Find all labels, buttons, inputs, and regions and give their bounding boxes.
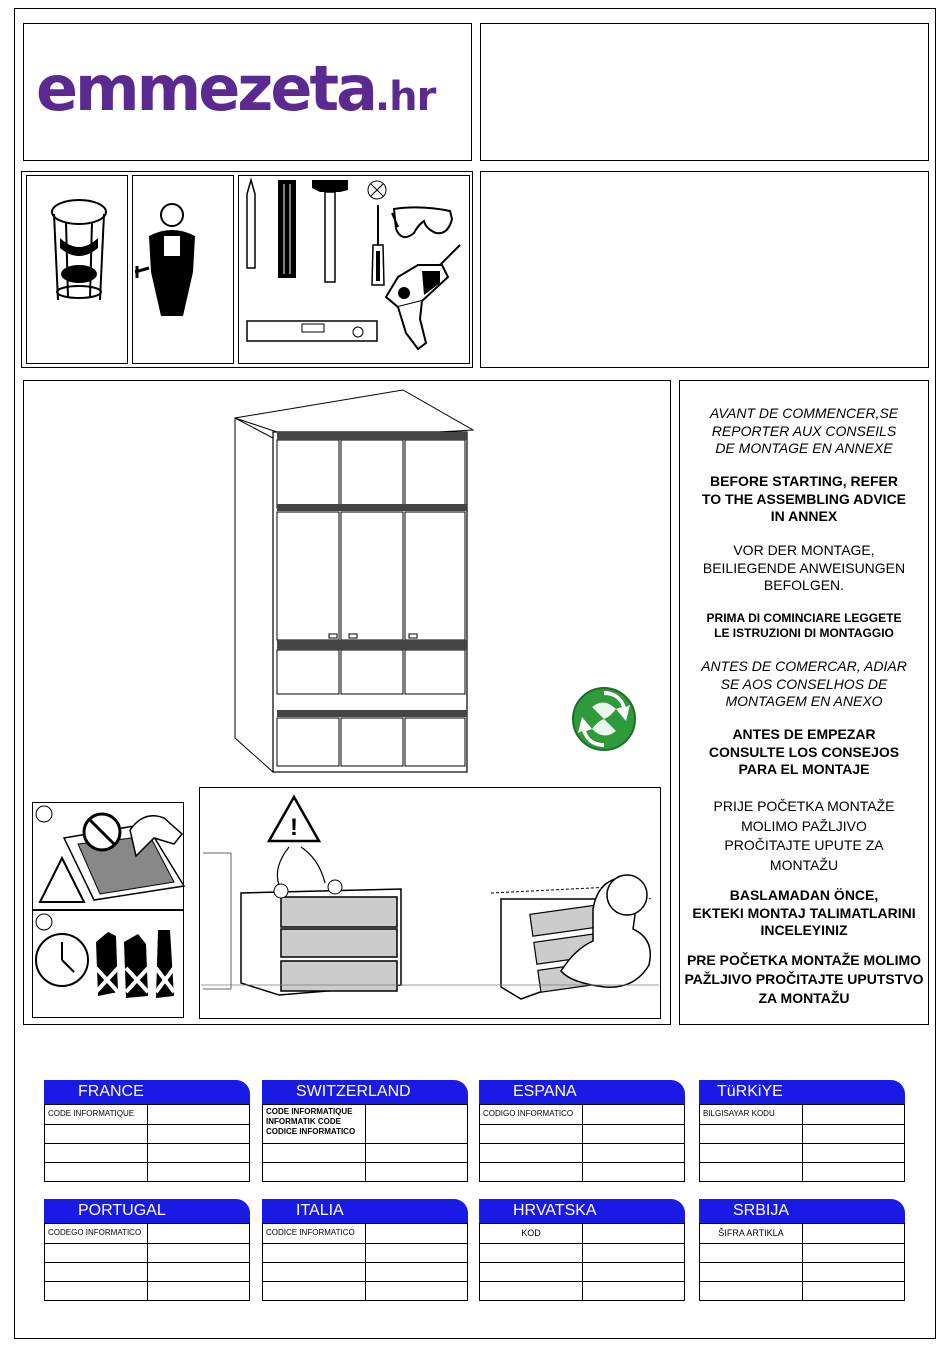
notice-pt: ANTES DE COMERCAR, ADIAR SE AOS CONSELHOS DE MONTAGEM EN ANEXO: [701, 658, 907, 709]
country-tab: ITALIA: [262, 1199, 468, 1224]
tip-over-warning-icon: [201, 789, 659, 1017]
notice-list: [680, 380, 928, 1025]
notice-it: PRIMA DI COMINCIARE LEGGETE LE ISTRUZIONI DI MONTAGGIO: [706, 611, 902, 640]
safety-glasses-icon: [390, 203, 456, 243]
brand-logo: emmezeta.hr: [36, 52, 436, 125]
hex-key-icon: [276, 180, 298, 278]
notice-rs: PRE POČETKA MONTAŽE MOLIMO PAŽLJIVO PROČITAJTE UPUTSTVO ZA MONTAŽU: [684, 952, 924, 1006]
hammer-icon: [310, 180, 350, 284]
country-tab: SWITZERLAND: [262, 1080, 468, 1105]
country-tab: SRBIJA: [699, 1199, 905, 1224]
no-knife-icon: [34, 804, 182, 908]
no-chemicals-icon: [96, 930, 174, 998]
notice-fr: AVANT DE COMMENCER,SE REPORTER AUX CONSEILS DE MONTAGE EN ANNEXE: [709, 405, 899, 456]
code-label: BILGISAYAR KODU: [700, 1105, 803, 1124]
pencil-icon: [246, 180, 256, 270]
notice-de: VOR DER MONTAGE, BEILIEGENDE ANWEISUNGEN BEFOLGEN.: [702, 542, 906, 593]
notice-hr: PRIJE POČETKA MONTAŽE MOLIMO PAŽLJIVO PROČITAJTE UPUTE ZA MONTAŽU: [713, 798, 895, 873]
code-label: CODE INFORMATIQUE INFORMATIK CODE CODICE INFORMATICO: [263, 1105, 366, 1143]
code-label: KOD: [480, 1224, 583, 1243]
care-icons: [34, 912, 182, 1016]
tools-right-box: [480, 171, 929, 368]
no-phillips-icon: [367, 180, 387, 200]
drill-icon: [378, 243, 462, 353]
code-label: ŠIFRA ARTIKLA: [700, 1224, 803, 1243]
wardrobe-illustration: [233, 388, 473, 778]
code-label: CODICE INFORMATICO: [263, 1224, 366, 1243]
clock-icon: [36, 934, 88, 986]
notice-es: ANTES DE EMPEZAR CONSULTE LOS CONSEJOS PARA EL MONTAJE: [708, 726, 900, 777]
notice-tr: BASLAMADAN ÖNCE, EKTEKI MONTAJ TALIMATLARINI INCELEYINIZ: [692, 887, 916, 938]
svg-text:!: !: [290, 814, 298, 841]
header-right-box: [480, 23, 929, 161]
code-label: CODEGO INFORMATICO: [45, 1224, 148, 1243]
country-tab: PORTUGAL: [44, 1199, 250, 1224]
code-label: CODE INFORMATIQUE: [45, 1105, 148, 1124]
notice-en: BEFORE STARTING, REFER TO THE ASSEMBLING ADVICE IN ANNEX: [701, 473, 907, 524]
country-tab: ESPANA: [479, 1080, 685, 1105]
code-label: CODIGO INFORMATICO: [480, 1105, 583, 1124]
country-tab: FRANCE: [44, 1080, 250, 1105]
spirit-level-icon: [246, 320, 378, 342]
stool-icon: [48, 198, 110, 302]
green-dot-icon: [572, 687, 636, 751]
worker-icon: [135, 202, 197, 318]
country-tab: TüRKiYE: [699, 1080, 905, 1105]
country-tab: HRVATSKA: [479, 1199, 685, 1224]
